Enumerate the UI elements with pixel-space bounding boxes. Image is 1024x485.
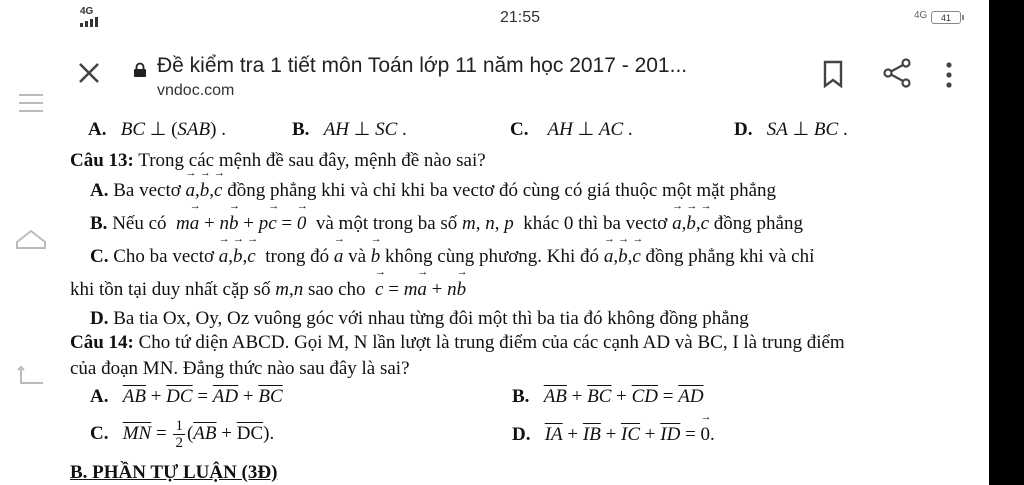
nav-bar bbox=[0, 0, 62, 485]
menu-icon bbox=[17, 92, 45, 114]
bookmark-button[interactable] bbox=[822, 60, 844, 93]
network-label-left: 4G bbox=[80, 6, 94, 17]
q14-stem-continued: của đoạn MN. Đẳng thức nào sau đây là sai? bbox=[70, 358, 410, 379]
network-label-right: 4G bbox=[914, 10, 928, 21]
q13-option-a: A. Ba vectơ → a,→ b,→ c đồng phẳng khi và chỉ khi ba vectơ đó cùng có giá thuộc một mặt phẳng bbox=[90, 180, 776, 202]
q13-stem: Câu 13: Trong các mệnh đề sau đây, mệnh đề nào sai? bbox=[70, 150, 486, 171]
q14-option-c: C. $\overline{MN}$ = $\frac{1}{2}$ $(\overline{AB} + \overline{DC})$. bbox=[90, 418, 275, 451]
q14-option-a: A. $\overline{AB} + \overline{DC} = \overline{AD} + \overline{BC}$ bbox=[90, 386, 283, 407]
more-vert-icon bbox=[944, 62, 954, 88]
bookmark-icon bbox=[822, 60, 844, 88]
back-icon bbox=[16, 364, 46, 388]
menu-button[interactable] bbox=[0, 92, 62, 114]
q13-option-b: B. Nếu có m→ a + n→ b + p→ c = → 0 và một trong ba số m, n, p khác 0 thì ba vectơ → a,→ b,→ c đồng phẳng bbox=[90, 213, 803, 235]
more-options-button[interactable] bbox=[944, 62, 954, 93]
signal-icon bbox=[80, 17, 98, 27]
page-title: Đề kiểm tra 1 tiết môn Toán lớp 11 năm học 2017 - 201... bbox=[157, 54, 688, 77]
share-icon bbox=[882, 58, 912, 88]
home-icon bbox=[14, 228, 48, 252]
q13-option-c-continued: khi tồn tại duy nhất cặp số m,n sao cho → c = m→ a + n→ b bbox=[70, 279, 466, 301]
lock-icon bbox=[133, 62, 147, 83]
close-button[interactable] bbox=[74, 58, 104, 88]
q12-option-c: C. AH ⊥ AC . bbox=[510, 119, 633, 140]
home-button[interactable] bbox=[0, 228, 62, 252]
battery-icon: 41 bbox=[931, 11, 961, 24]
back-button[interactable] bbox=[0, 364, 62, 388]
q12-option-a: A. BC ⊥ (SAB) . bbox=[88, 119, 226, 140]
clock: 21:55 bbox=[500, 9, 541, 26]
q13-option-d: D. Ba tia Ox, Oy, Oz vuông góc với nhau từng đôi một thì ba tia đó không đồng phẳng bbox=[90, 308, 749, 329]
q14-option-b: B. $\overline{AB} + \overline{BC} + \overline{CD} = \overline{AD}$ bbox=[512, 386, 704, 407]
document-content bbox=[62, 110, 989, 485]
share-button[interactable] bbox=[882, 58, 912, 93]
q14-stem: Câu 14: Cho tứ diện ABCD. Gọi M, N lần lượt là trung điểm của các cạnh AD và BC, I là trung điểm bbox=[70, 332, 845, 353]
q12-option-b: B. AH ⊥ SC . bbox=[292, 119, 407, 140]
q13-option-c: C. Cho ba vectơ → a,→ b,→ c trong đó → a và → b không cùng phương. Khi đó → a,→ b,→ c đồng phẳng khi và chỉ bbox=[90, 246, 814, 268]
q14-option-d: D. $\overline{IA} + \overline{IB} + \overline{IC} + \overline{ID}$ = → 0. bbox=[512, 424, 715, 446]
status-bar bbox=[62, 0, 989, 36]
browser-toolbar bbox=[62, 40, 989, 110]
page-domain: vndoc.com bbox=[157, 82, 235, 99]
section-heading: B. PHẦN TỰ LUẬN (3Đ) bbox=[70, 462, 278, 483]
close-icon bbox=[74, 58, 104, 88]
q12-option-d: D. SA ⊥ BC . bbox=[734, 119, 848, 140]
